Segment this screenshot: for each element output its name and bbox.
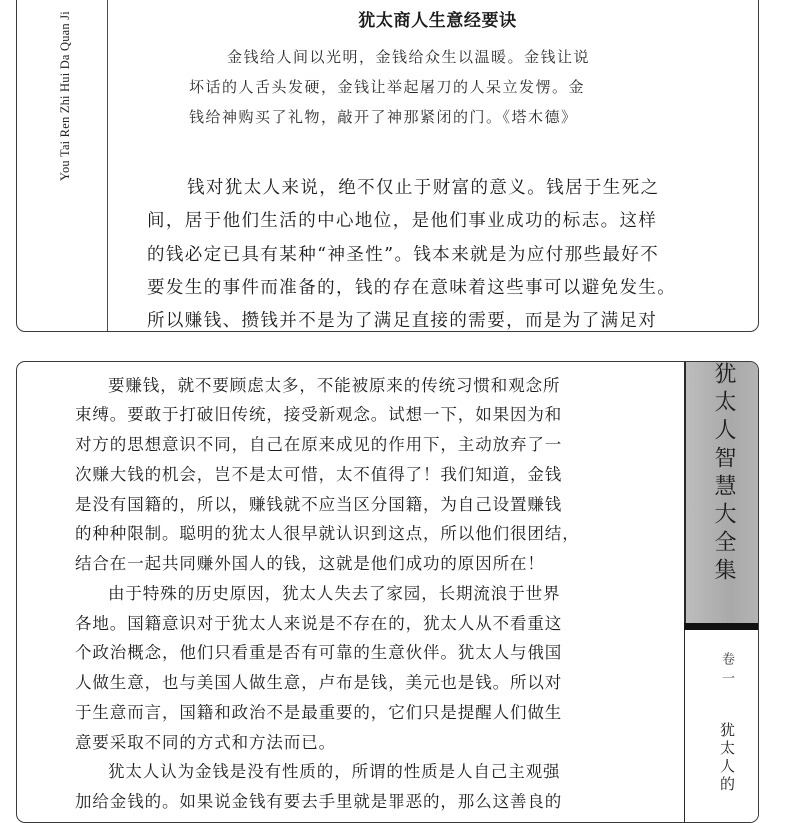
bottom-page [16, 361, 759, 823]
text-line: 结合在一起共同赚外国人的钱，这就是他们成功的原因所在！ [75, 554, 545, 573]
text-line: 于生意而言，国籍和政治不是最重要的，它们只是提醒人们做生 [75, 703, 563, 722]
text-line: 的种种限制。聪明的犹太人很早就认识到这点，所以他们很团结， [75, 524, 580, 543]
text-line: 人做生意，也与美国人做生意，卢布是钱，美元也是钱。所以对 [75, 673, 563, 692]
text-line: 要发生的事件而准备的，钱的存在意味着这些事可以避免发生。 [147, 278, 677, 298]
text-line: 意要采取不同的方式和方法而已。 [75, 733, 336, 752]
text-line: 个政治概念，他们只看重是否有可靠的生意伙伴。犹太人与俄国 [75, 643, 563, 662]
side-latin-label: You Tai Ren Zhi Hui Da Quan Ji [58, 11, 72, 181]
text-line: 各地。国籍意识对于犹太人来说是不存在的，犹太人从不看重这 [75, 614, 563, 633]
text-line: 的钱必定已具有某种“神圣性”。钱本来就是为应付那些最好不 [147, 245, 660, 265]
quote-line: 金钱给人间以光明，金钱给众生以温暖。金钱让说 [227, 48, 591, 66]
text-line: 要赚钱，就不要顾虑太多，不能被原来的传统习惯和观念所 [108, 376, 561, 395]
quote-line: 钱给神购买了礼物，敲开了神那紧闭的门。《塔木德》 [189, 108, 578, 126]
text-line: 是没有国籍的，所以，赚钱就不应当区分国籍，为自己设置赚钱 [75, 495, 563, 514]
volume-label: 卷一 [719, 652, 734, 690]
text-line: 束缚。要敢于打破旧传统，接受新观念。试想一下，如果因为和 [75, 405, 563, 424]
text-line: 钱对犹太人来说，绝不仅止于财富的意义。钱居于生死之 [187, 178, 660, 198]
top-page [16, 0, 759, 332]
spine-subtitle: 犹太人的 [718, 722, 736, 794]
spine-lower-panel [684, 630, 759, 823]
text-line: 间，居于他们生活的中心地位，是他们事业成功的标志。这样 [147, 211, 658, 231]
margin-divider [107, 0, 108, 331]
text-line: 对方的思想意识不同，自己在原来成见的作用下，主动放弃了一 [75, 435, 563, 454]
book-spine [684, 362, 759, 623]
text-line: 由于特殊的历史原因，犹太人失去了家园，长期流浪于世界 [108, 584, 561, 603]
quote-line: 坏话的人舌头发硬，金钱让举起屠刀的人呆立发愣。金 [189, 78, 586, 96]
text-line: 所以赚钱、攒钱并不是为了满足直接的需要，而是为了满足对 [147, 311, 658, 331]
text-line: 加给金钱的。如果说金钱有要去手里就是罪恶的，那么这善良的 [75, 792, 563, 811]
text-line: 犹太人认为金钱是没有性质的，所谓的性质是人自己主观强 [108, 762, 561, 781]
spine-title: 犹太人智慧大全集 [711, 362, 736, 586]
text-line: 次赚大钱的机会，岂不是太可惜，太不值得了！我们知道，金钱 [75, 465, 563, 484]
section-title: 犹太商人生意经要诀 [358, 11, 517, 31]
spine-divider-band [684, 623, 758, 630]
